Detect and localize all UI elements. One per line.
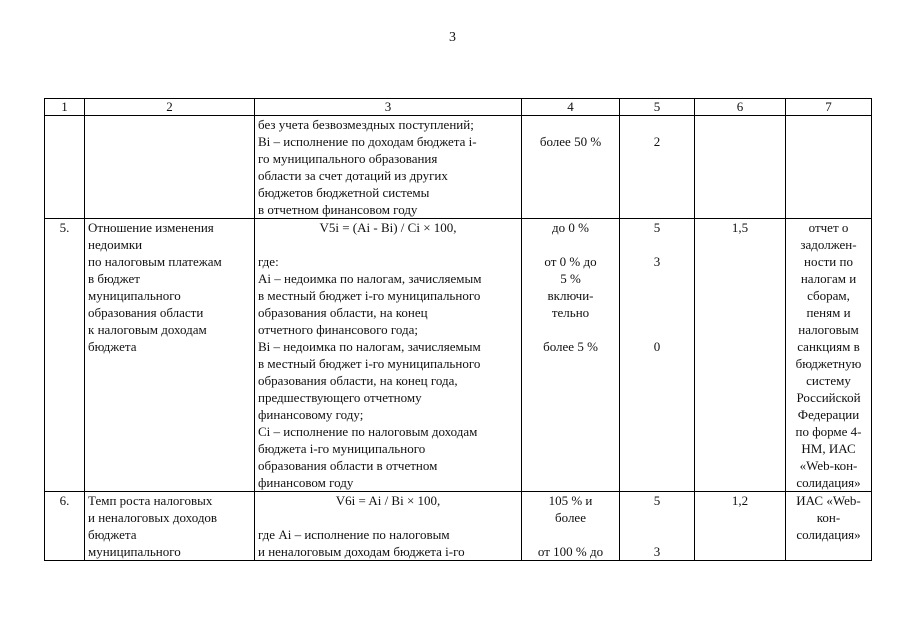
points-value: 2 bbox=[653, 134, 661, 149]
source-line: Российской bbox=[796, 390, 861, 405]
source-line: НМ, ИАС bbox=[801, 441, 856, 456]
source-line: ИАС «Web- bbox=[796, 493, 861, 508]
source-line: бюджетную bbox=[795, 356, 862, 371]
points-value: 3 bbox=[653, 544, 661, 559]
cell-weight: 1,2 bbox=[695, 492, 786, 561]
indicator-line: бюджета bbox=[88, 527, 137, 542]
indicator-line: муниципального bbox=[88, 544, 181, 559]
source-line: пеням и bbox=[806, 305, 851, 320]
cell-points bbox=[620, 116, 695, 219]
source-line: налогам и bbox=[800, 271, 857, 286]
criteria-line: от 100 % до bbox=[537, 544, 604, 559]
cell-criteria bbox=[522, 116, 620, 219]
text-line: без учета безвозмездных поступлений; bbox=[258, 117, 474, 132]
criteria-line: 105 % и bbox=[548, 493, 593, 508]
indicator-line: бюджета bbox=[88, 339, 137, 354]
indicator-line: недоимки bbox=[88, 237, 143, 252]
formula: V6i = Ai / Bi × 100, bbox=[335, 493, 441, 508]
cell-indicator bbox=[85, 492, 255, 561]
points-value: 5 bbox=[653, 493, 661, 508]
formula: V5i = (Ai - Bi) / Ci × 100, bbox=[319, 220, 457, 235]
source-line: ности по bbox=[804, 254, 853, 269]
cell-weight bbox=[695, 116, 786, 219]
cell-indicator bbox=[85, 116, 255, 219]
text-line: Bi – исполнение по доходам бюджета i- bbox=[258, 134, 477, 149]
indicator-line: по налоговым платежам bbox=[88, 254, 222, 269]
cell-source bbox=[786, 116, 872, 219]
indicator-line: Темп роста налоговых bbox=[88, 493, 213, 508]
col-header-3: 3 bbox=[255, 99, 522, 116]
source-line: солидация» bbox=[796, 527, 861, 542]
text-line: в отчетном финансовом году bbox=[258, 202, 418, 217]
criteria-line: включи- bbox=[547, 288, 594, 303]
col-header-5: 5 bbox=[620, 99, 695, 116]
criteria-line: более 5 % bbox=[543, 339, 598, 354]
indicator-line: муниципального bbox=[88, 288, 181, 303]
criteria-line: от 0 % до bbox=[544, 254, 597, 269]
source-line: сборам, bbox=[807, 288, 850, 303]
source-line: систему bbox=[806, 373, 851, 388]
text-line: где: bbox=[258, 254, 279, 269]
source-line: отчет о bbox=[808, 220, 849, 235]
source-line: санкциям в bbox=[797, 339, 860, 354]
source-line: «Web-кон- bbox=[799, 458, 858, 473]
text-line: Ai – недоимка по налогам, зачисляемым bbox=[258, 271, 482, 286]
source-line: кон- bbox=[816, 510, 841, 525]
indicator-line: в бюджет bbox=[88, 271, 140, 286]
indicator-line: к налоговым доходам bbox=[88, 322, 207, 337]
text-line: Bi – недоимка по налогам, зачисляемым bbox=[258, 339, 481, 354]
indicator-line: Отношение изменения bbox=[88, 220, 214, 235]
cell-formula-desc bbox=[255, 492, 522, 561]
points-value: 0 bbox=[653, 339, 661, 354]
text-line: го муниципального образования bbox=[258, 151, 438, 166]
indicator-line: образования области bbox=[88, 305, 204, 320]
cell-points bbox=[620, 492, 695, 561]
cell-formula-desc bbox=[255, 116, 522, 219]
cell-source bbox=[786, 219, 872, 492]
criteria-line: более bbox=[555, 510, 586, 525]
col-header-2: 2 bbox=[85, 99, 255, 116]
text-line: финансовому году; bbox=[258, 407, 364, 422]
criteria-table bbox=[44, 98, 872, 561]
text-line: области за счет дотаций из других bbox=[258, 168, 448, 183]
col-header-6: 6 bbox=[695, 99, 786, 116]
text-line: и неналоговым доходам бюджета i-го bbox=[258, 544, 465, 559]
col-header-4: 4 bbox=[522, 99, 620, 116]
text-line: бюджетов бюджетной системы bbox=[258, 185, 430, 200]
criteria-line: 5 % bbox=[560, 271, 581, 286]
source-line: солидация» bbox=[796, 475, 861, 490]
cell-indicator bbox=[85, 219, 255, 492]
cell-criteria bbox=[522, 492, 620, 561]
cell-formula-desc bbox=[255, 219, 522, 492]
text-line: образования области в отчетном bbox=[258, 458, 438, 473]
text-line: отчетного финансового года; bbox=[258, 322, 418, 337]
text-line: Ci – исполнение по налоговым доходам bbox=[258, 424, 478, 439]
text-line: где Ai – исполнение по налоговым bbox=[258, 527, 450, 542]
text-line: в местный бюджет i-го муниципального bbox=[258, 288, 481, 303]
text-line: финансовом году bbox=[258, 475, 354, 490]
cell-num: 5. bbox=[45, 219, 85, 492]
col-header-1: 1 bbox=[45, 99, 85, 116]
cell-num bbox=[45, 116, 85, 219]
source-line: задолжен- bbox=[800, 237, 857, 252]
text-line: предшествующего отчетному bbox=[258, 390, 422, 405]
source-line: по форме 4- bbox=[795, 424, 862, 439]
table-row-6 bbox=[45, 492, 872, 561]
source-line: налоговым bbox=[798, 322, 859, 337]
text-line: образования области, на конец года, bbox=[258, 373, 458, 388]
source-line: Федерации bbox=[797, 407, 860, 422]
text-line: в местный бюджет i-го муниципального bbox=[258, 356, 481, 371]
cell-source bbox=[786, 492, 872, 561]
criteria-value: более 50 % bbox=[539, 134, 602, 149]
indicator-line: и неналоговых доходов bbox=[88, 510, 218, 525]
points-value: 5 bbox=[653, 220, 661, 235]
text-line: образования области, на конец bbox=[258, 305, 428, 320]
col-header-7: 7 bbox=[786, 99, 872, 116]
table-row-5 bbox=[45, 219, 872, 492]
header-row bbox=[45, 99, 872, 116]
cell-points bbox=[620, 219, 695, 492]
criteria-line: до 0 % bbox=[552, 220, 589, 235]
text-line: бюджета i-го муниципального bbox=[258, 441, 426, 456]
cell-criteria bbox=[522, 219, 620, 492]
cell-weight: 1,5 bbox=[695, 219, 786, 492]
criteria-line: тельно bbox=[551, 305, 590, 320]
points-value: 3 bbox=[653, 254, 661, 269]
page-number: 3 bbox=[449, 30, 456, 45]
cell-num: 6. bbox=[45, 492, 85, 561]
table-row-continued bbox=[45, 116, 872, 219]
